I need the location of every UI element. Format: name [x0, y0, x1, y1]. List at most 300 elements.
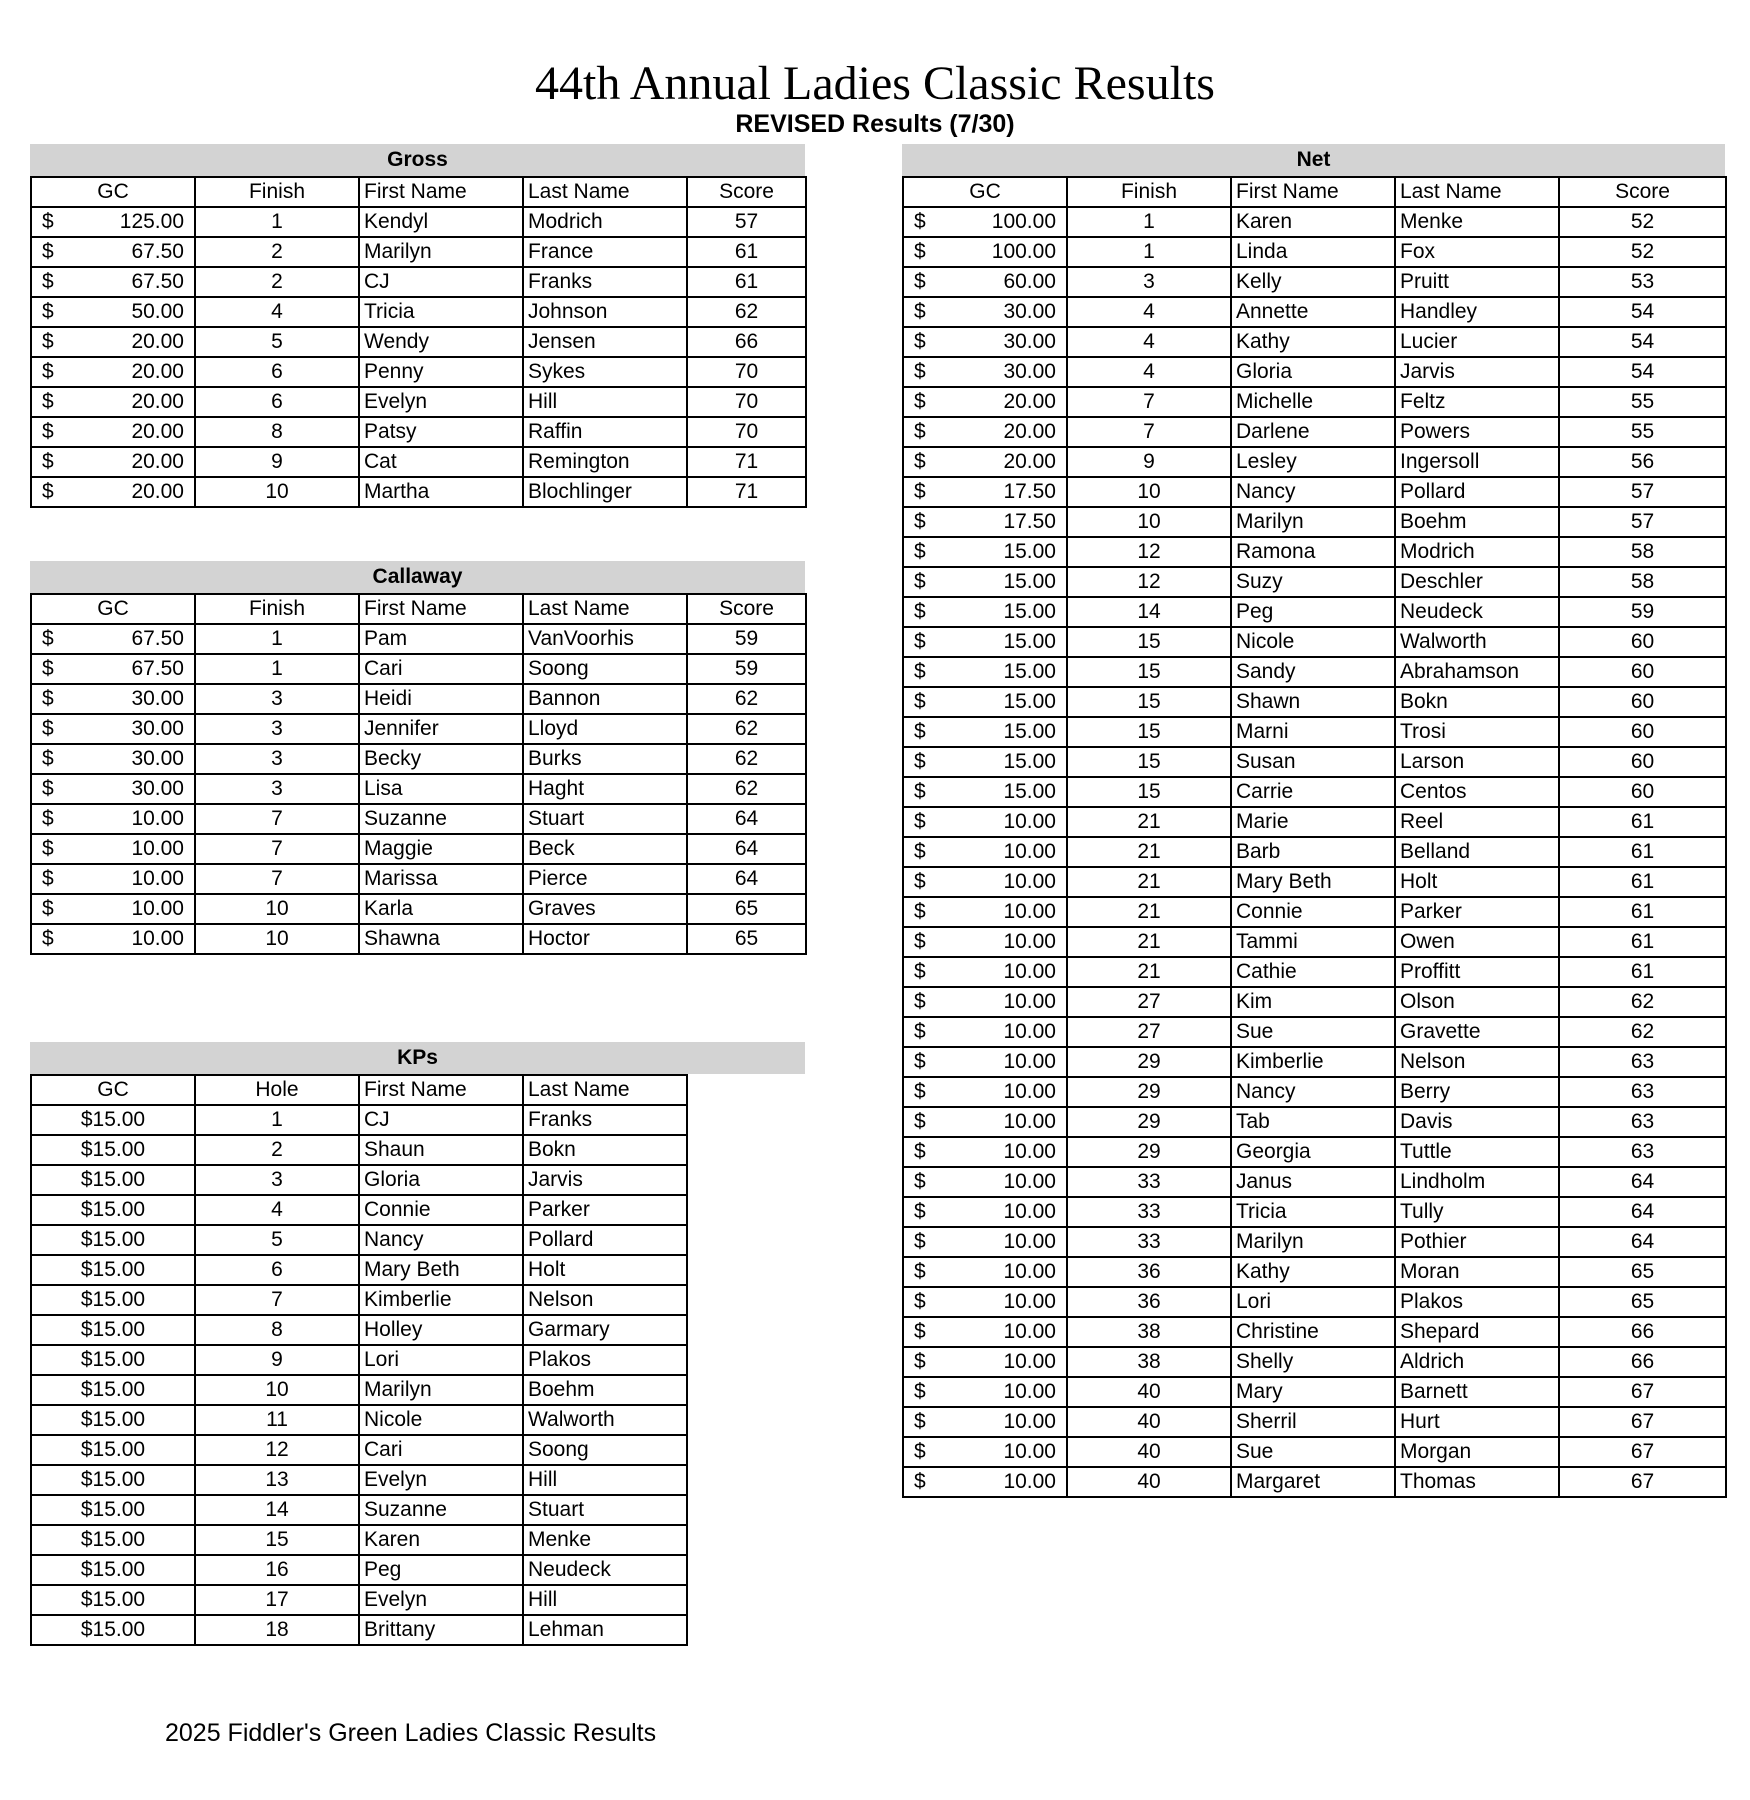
currency-symbol: $ [914, 960, 926, 983]
table-row [31, 1585, 687, 1615]
gc-amount: 30.00 [131, 777, 184, 800]
kps-heading: KPs [30, 1042, 805, 1074]
gross-table-body [31, 207, 806, 507]
currency-symbol: $ [914, 900, 926, 923]
gc-amount: 10.00 [131, 897, 184, 920]
first-name-cell: Tammi [1231, 927, 1395, 957]
gc-cell [903, 807, 1067, 837]
gc-amount: 10.00 [1003, 1380, 1056, 1403]
gc-cell [31, 834, 195, 864]
gc-amount: 100.00 [991, 240, 1056, 263]
score-cell: 64 [687, 804, 806, 834]
first-name-cell: Evelyn [359, 387, 523, 417]
table-row [903, 1047, 1726, 1077]
gc-amount: 10.00 [1003, 1440, 1056, 1463]
gross-section [30, 144, 805, 508]
currency-symbol: $ [914, 1050, 926, 1073]
gc-amount: 30.00 [131, 687, 184, 710]
finish-cell: 14 [1067, 597, 1231, 627]
gc-cell [903, 447, 1067, 477]
first-name-cell: Nancy [1231, 1077, 1395, 1107]
gc-amount: 17.50 [1003, 510, 1056, 533]
gc-amount: 10.00 [1003, 1200, 1056, 1223]
hole-cell: 1 [195, 1105, 359, 1135]
first-name-cell: Tricia [1231, 1197, 1395, 1227]
last-name-cell: Parker [523, 1195, 687, 1225]
finish-cell: 15 [1067, 717, 1231, 747]
table-row [31, 1165, 687, 1195]
currency-symbol: $ [914, 540, 926, 563]
first-name-cell: Penny [359, 357, 523, 387]
finish-cell: 10 [195, 477, 359, 507]
last-name-cell: Boehm [1395, 507, 1559, 537]
currency-symbol: $ [914, 930, 926, 953]
last-name-cell: Remington [523, 447, 687, 477]
score-cell: 64 [1559, 1227, 1726, 1257]
last-name-cell: Lloyd [523, 714, 687, 744]
currency-symbol: $ [914, 450, 926, 473]
hole-cell: 18 [195, 1615, 359, 1645]
finish-cell: 33 [1067, 1227, 1231, 1257]
gc-cell [31, 624, 195, 654]
last-name-cell: Owen [1395, 927, 1559, 957]
last-name-cell: Modrich [1395, 537, 1559, 567]
hole-cell: 15 [195, 1525, 359, 1555]
score-cell: 60 [1559, 657, 1726, 687]
score-cell: 57 [687, 207, 806, 237]
gc-cell: $15.00 [31, 1195, 195, 1225]
currency-symbol: $ [914, 360, 926, 383]
last-name-cell: Plakos [523, 1345, 687, 1375]
currency-symbol: $ [42, 360, 54, 383]
table-row [903, 537, 1726, 567]
currency-symbol: $ [914, 480, 926, 503]
gc-amount: 10.00 [1003, 1350, 1056, 1373]
finish-cell: 29 [1067, 1047, 1231, 1077]
score-cell: 54 [1559, 297, 1726, 327]
last-name-cell: Aldrich [1395, 1347, 1559, 1377]
gc-cell [903, 597, 1067, 627]
last-name-cell: Davis [1395, 1107, 1559, 1137]
finish-cell: 6 [195, 387, 359, 417]
last-name-cell: Menke [523, 1525, 687, 1555]
last-name-cell: Hill [523, 387, 687, 417]
table-row [31, 207, 806, 237]
gc-cell: $15.00 [31, 1585, 195, 1615]
table-row [903, 477, 1726, 507]
gc-cell [903, 1227, 1067, 1257]
first-name-cell: Pam [359, 624, 523, 654]
first-name-cell: Shelly [1231, 1347, 1395, 1377]
first-name-cell: Margaret [1231, 1467, 1395, 1497]
currency-symbol: $ [914, 1140, 926, 1163]
net-table [902, 176, 1727, 1498]
table-row [31, 447, 806, 477]
table-row [31, 1465, 687, 1495]
currency-symbol: $ [914, 600, 926, 623]
gc-cell [903, 417, 1067, 447]
table-row [31, 774, 806, 804]
gc-amount: 67.50 [131, 627, 184, 650]
table-row [31, 1555, 687, 1585]
hole-cell: 6 [195, 1255, 359, 1285]
finish-cell: 4 [1067, 297, 1231, 327]
score-cell: 55 [1559, 417, 1726, 447]
last-name-cell: Powers [1395, 417, 1559, 447]
gc-amount: 10.00 [1003, 930, 1056, 953]
currency-symbol: $ [914, 660, 926, 683]
first-name-cell: Karla [359, 894, 523, 924]
score-cell: 61 [1559, 837, 1726, 867]
first-name-cell: Gloria [1231, 357, 1395, 387]
hole-cell: 17 [195, 1585, 359, 1615]
first-name-cell: Linda [1231, 237, 1395, 267]
finish-cell: 29 [1067, 1077, 1231, 1107]
column-header: GC [31, 1075, 195, 1105]
first-name-cell: Kendyl [359, 207, 523, 237]
first-name-cell: Karen [359, 1525, 523, 1555]
last-name-cell: Boehm [523, 1375, 687, 1405]
table-row [903, 1317, 1726, 1347]
last-name-cell: Jensen [523, 327, 687, 357]
first-name-cell: Cat [359, 447, 523, 477]
hole-cell: 11 [195, 1405, 359, 1435]
table-row [31, 1615, 687, 1645]
first-name-cell: Marni [1231, 717, 1395, 747]
currency-symbol: $ [42, 480, 54, 503]
table-row [903, 807, 1726, 837]
currency-symbol: $ [42, 300, 54, 323]
table-row [903, 1437, 1726, 1467]
finish-cell: 4 [1067, 357, 1231, 387]
table-row [903, 1347, 1726, 1377]
last-name-cell: Soong [523, 1435, 687, 1465]
table-row [903, 1137, 1726, 1167]
score-cell: 65 [1559, 1257, 1726, 1287]
currency-symbol: $ [42, 807, 54, 830]
last-name-cell: Olson [1395, 987, 1559, 1017]
gc-cell: $15.00 [31, 1615, 195, 1645]
table-row [903, 687, 1726, 717]
hole-cell: 9 [195, 1345, 359, 1375]
currency-symbol: $ [914, 1260, 926, 1283]
column-header: Finish [195, 594, 359, 624]
column-header: Last Name [523, 177, 687, 207]
gc-cell: $15.00 [31, 1225, 195, 1255]
currency-symbol: $ [914, 1470, 926, 1493]
net-section [902, 144, 1725, 1498]
currency-symbol: $ [42, 867, 54, 890]
gc-amount: 10.00 [1003, 990, 1056, 1013]
currency-symbol: $ [914, 990, 926, 1013]
first-name-cell: Kathy [1231, 327, 1395, 357]
finish-cell: 8 [195, 417, 359, 447]
score-cell: 70 [687, 417, 806, 447]
currency-symbol: $ [914, 1410, 926, 1433]
last-name-cell: Stuart [523, 1495, 687, 1525]
gc-cell [903, 1197, 1067, 1227]
score-cell: 63 [1559, 1047, 1726, 1077]
gc-amount: 60.00 [1003, 270, 1056, 293]
column-header: Finish [1067, 177, 1231, 207]
first-name-cell: Maggie [359, 834, 523, 864]
gc-cell [31, 864, 195, 894]
score-cell: 61 [687, 267, 806, 297]
score-cell: 54 [1559, 357, 1726, 387]
score-cell: 63 [1559, 1077, 1726, 1107]
first-name-cell: Annette [1231, 297, 1395, 327]
first-name-cell: Mary Beth [1231, 867, 1395, 897]
gc-amount: 15.00 [1003, 780, 1056, 803]
gc-cell [31, 267, 195, 297]
table-row [903, 267, 1726, 297]
last-name-cell: Johnson [523, 297, 687, 327]
last-name-cell: Holt [1395, 867, 1559, 897]
gc-cell [903, 207, 1067, 237]
score-cell: 62 [687, 774, 806, 804]
gc-amount: 20.00 [131, 390, 184, 413]
last-name-cell: Franks [523, 267, 687, 297]
column-header: First Name [1231, 177, 1395, 207]
last-name-cell: Nelson [523, 1285, 687, 1315]
score-cell: 65 [687, 924, 806, 954]
score-cell: 71 [687, 477, 806, 507]
first-name-cell: Cari [359, 654, 523, 684]
last-name-cell: Feltz [1395, 387, 1559, 417]
score-cell: 63 [1559, 1107, 1726, 1137]
hole-cell: 10 [195, 1375, 359, 1405]
gc-cell [31, 654, 195, 684]
column-header: Last Name [523, 594, 687, 624]
first-name-cell: Janus [1231, 1167, 1395, 1197]
gc-cell [903, 1077, 1067, 1107]
last-name-cell: Pruitt [1395, 267, 1559, 297]
last-name-cell: Belland [1395, 837, 1559, 867]
gc-cell [903, 387, 1067, 417]
score-cell: 60 [1559, 777, 1726, 807]
gc-amount: 30.00 [131, 747, 184, 770]
first-name-cell: Kathy [1231, 1257, 1395, 1287]
table-row [903, 897, 1726, 927]
last-name-cell: Neudeck [1395, 597, 1559, 627]
first-name-cell: CJ [359, 1105, 523, 1135]
gc-amount: 10.00 [1003, 1110, 1056, 1133]
first-name-cell: Shaun [359, 1135, 523, 1165]
currency-symbol: $ [914, 210, 926, 233]
last-name-cell: Trosi [1395, 717, 1559, 747]
last-name-cell: Lehman [523, 1615, 687, 1645]
score-cell: 65 [1559, 1287, 1726, 1317]
currency-symbol: $ [914, 1170, 926, 1193]
first-name-cell: Holley [359, 1315, 523, 1345]
finish-cell: 7 [195, 834, 359, 864]
callaway-table-body [31, 624, 806, 954]
score-cell: 59 [1559, 597, 1726, 627]
gc-cell: $15.00 [31, 1135, 195, 1165]
gc-amount: 20.00 [1003, 390, 1056, 413]
gc-amount: 10.00 [1003, 840, 1056, 863]
table-row [903, 237, 1726, 267]
last-name-cell: Hill [523, 1465, 687, 1495]
callaway-table-header [31, 594, 806, 624]
gc-cell [903, 987, 1067, 1017]
callaway-section [30, 561, 805, 955]
finish-cell: 21 [1067, 897, 1231, 927]
last-name-cell: Reel [1395, 807, 1559, 837]
column-header: Finish [195, 177, 359, 207]
gc-cell [903, 477, 1067, 507]
table-row [903, 297, 1726, 327]
last-name-cell: Blochlinger [523, 477, 687, 507]
finish-cell: 33 [1067, 1167, 1231, 1197]
gc-cell [31, 207, 195, 237]
last-name-cell: Bokn [1395, 687, 1559, 717]
gc-cell [903, 1437, 1067, 1467]
first-name-cell: Karen [1231, 207, 1395, 237]
currency-symbol: $ [914, 840, 926, 863]
currency-symbol: $ [914, 1200, 926, 1223]
gc-cell [903, 1257, 1067, 1287]
currency-symbol: $ [42, 240, 54, 263]
table-row [31, 237, 806, 267]
table-row [31, 1315, 687, 1345]
last-name-cell: Beck [523, 834, 687, 864]
score-cell: 65 [687, 894, 806, 924]
finish-cell: 21 [1067, 837, 1231, 867]
gc-cell [903, 627, 1067, 657]
column-header: GC [31, 177, 195, 207]
finish-cell: 21 [1067, 957, 1231, 987]
first-name-cell: Connie [1231, 897, 1395, 927]
score-cell: 62 [687, 297, 806, 327]
last-name-cell: Ingersoll [1395, 447, 1559, 477]
gc-cell [903, 327, 1067, 357]
table-row [903, 867, 1726, 897]
last-name-cell: Handley [1395, 297, 1559, 327]
currency-symbol: $ [914, 270, 926, 293]
gc-cell: $15.00 [31, 1345, 195, 1375]
gc-cell [903, 537, 1067, 567]
first-name-cell: Jennifer [359, 714, 523, 744]
table-row [31, 1345, 687, 1375]
currency-symbol: $ [914, 780, 926, 803]
first-name-cell: Lesley [1231, 447, 1395, 477]
table-row [903, 417, 1726, 447]
first-name-cell: Patsy [359, 417, 523, 447]
currency-symbol: $ [914, 510, 926, 533]
gc-amount: 20.00 [131, 420, 184, 443]
last-name-cell: Pierce [523, 864, 687, 894]
gc-amount: 10.00 [1003, 1080, 1056, 1103]
currency-symbol: $ [42, 270, 54, 293]
gc-amount: 20.00 [1003, 420, 1056, 443]
score-cell: 64 [1559, 1167, 1726, 1197]
score-cell: 60 [1559, 627, 1726, 657]
first-name-cell: Peg [1231, 597, 1395, 627]
currency-symbol: $ [914, 240, 926, 263]
callaway-table [30, 593, 807, 955]
gc-amount: 10.00 [1003, 1230, 1056, 1253]
table-row [903, 327, 1726, 357]
last-name-cell: Thomas [1395, 1467, 1559, 1497]
last-name-cell: Berry [1395, 1077, 1559, 1107]
score-cell: 53 [1559, 267, 1726, 297]
score-cell: 67 [1559, 1377, 1726, 1407]
finish-cell: 21 [1067, 927, 1231, 957]
finish-cell: 40 [1067, 1377, 1231, 1407]
first-name-cell: Lori [1231, 1287, 1395, 1317]
finish-cell: 36 [1067, 1257, 1231, 1287]
net-table-body [903, 207, 1726, 1497]
score-cell: 57 [1559, 507, 1726, 537]
first-name-cell: Cathie [1231, 957, 1395, 987]
first-name-cell: Georgia [1231, 1137, 1395, 1167]
callaway-heading: Callaway [30, 561, 805, 593]
table-row [31, 1255, 687, 1285]
table-row [903, 1017, 1726, 1047]
first-name-cell: Christine [1231, 1317, 1395, 1347]
score-cell: 54 [1559, 327, 1726, 357]
score-cell: 59 [687, 654, 806, 684]
finish-cell: 1 [195, 624, 359, 654]
first-name-cell: Suzy [1231, 567, 1395, 597]
table-row [31, 327, 806, 357]
header-row [31, 177, 806, 207]
gc-amount: 10.00 [1003, 1140, 1056, 1163]
gc-cell [31, 237, 195, 267]
table-row [903, 627, 1726, 657]
first-name-cell: CJ [359, 267, 523, 297]
last-name-cell: Tully [1395, 1197, 1559, 1227]
score-cell: 67 [1559, 1407, 1726, 1437]
first-name-cell: Kimberlie [359, 1285, 523, 1315]
table-row [31, 804, 806, 834]
first-name-cell: Tricia [359, 297, 523, 327]
first-name-cell: Nicole [1231, 627, 1395, 657]
gc-amount: 100.00 [991, 210, 1056, 233]
first-name-cell: Marilyn [1231, 1227, 1395, 1257]
gc-amount: 125.00 [119, 210, 184, 233]
currency-symbol: $ [914, 1020, 926, 1043]
last-name-cell: Walworth [1395, 627, 1559, 657]
gc-amount: 10.00 [1003, 960, 1056, 983]
table-row [31, 924, 806, 954]
gc-amount: 20.00 [131, 450, 184, 473]
gc-amount: 50.00 [131, 300, 184, 323]
gc-amount: 15.00 [1003, 540, 1056, 563]
currency-symbol: $ [42, 687, 54, 710]
gc-cell [903, 1107, 1067, 1137]
table-row [903, 1077, 1726, 1107]
first-name-cell: Cari [359, 1435, 523, 1465]
score-cell: 66 [687, 327, 806, 357]
finish-cell: 15 [1067, 687, 1231, 717]
column-header: Score [1559, 177, 1726, 207]
finish-cell: 3 [195, 744, 359, 774]
currency-symbol: $ [42, 330, 54, 353]
kps-section [30, 1042, 805, 1646]
gc-cell [31, 327, 195, 357]
table-row [903, 777, 1726, 807]
currency-symbol: $ [42, 390, 54, 413]
hole-cell: 16 [195, 1555, 359, 1585]
hole-cell: 14 [195, 1495, 359, 1525]
first-name-cell: Michelle [1231, 387, 1395, 417]
currency-symbol: $ [914, 300, 926, 323]
gc-cell [903, 897, 1067, 927]
score-cell: 58 [1559, 537, 1726, 567]
last-name-cell: Pollard [523, 1225, 687, 1255]
